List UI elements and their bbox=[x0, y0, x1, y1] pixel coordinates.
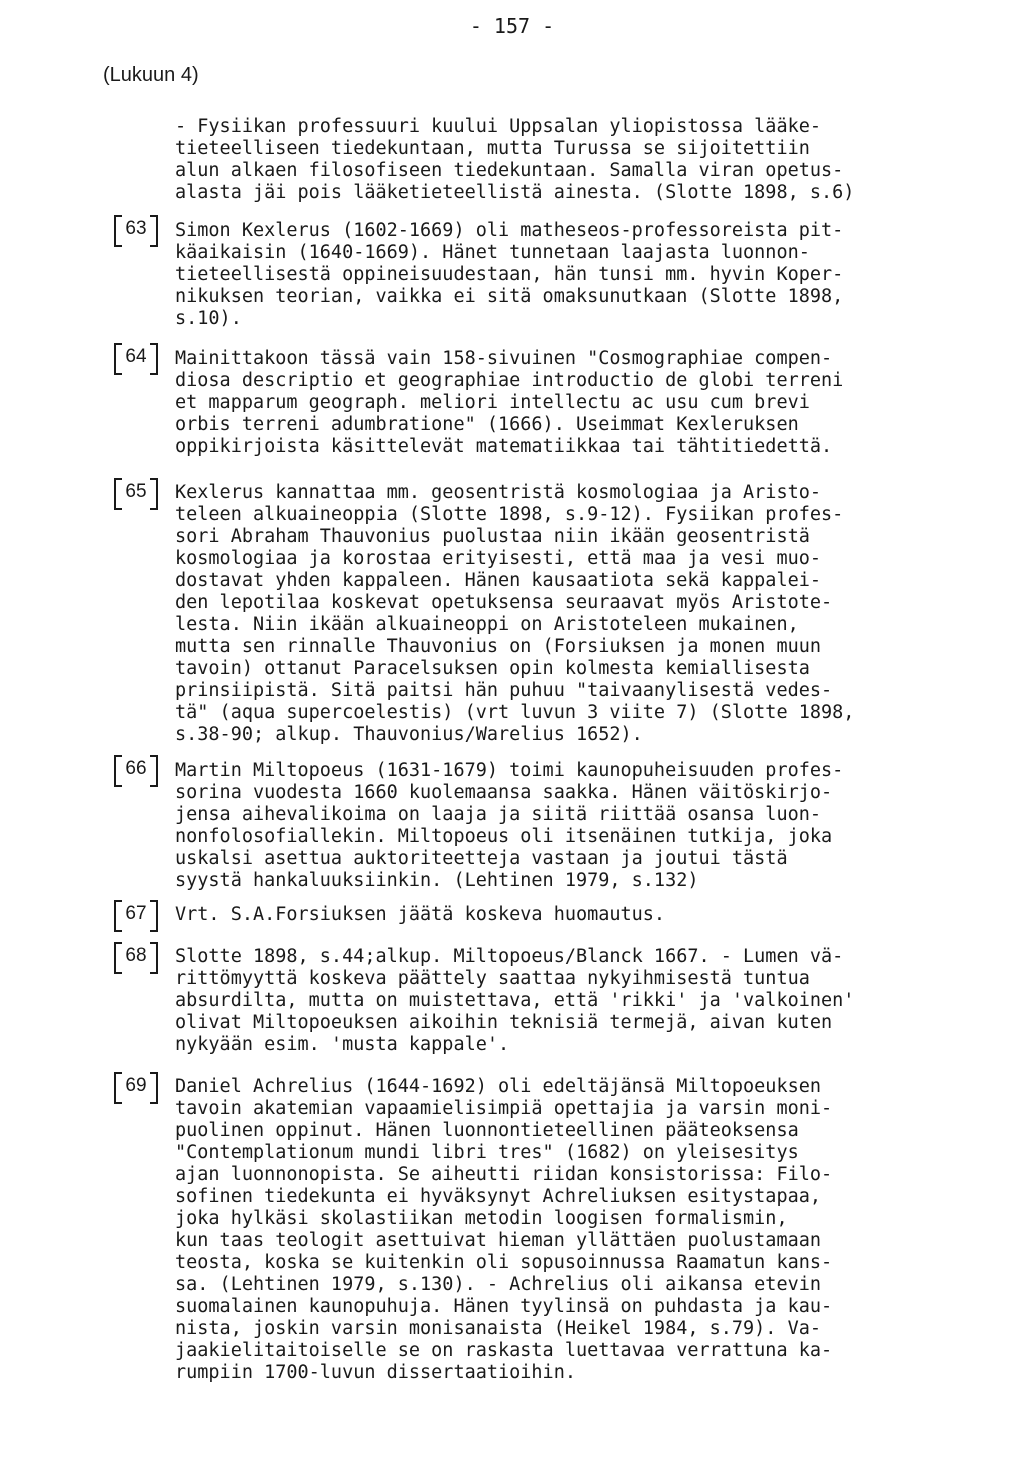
text-line: den lepotilaa koskevat opetuksensa seuraavat myös Aristote- bbox=[175, 592, 833, 613]
text-line: Vrt. S.A.Forsiuksen jäätä koskeva huomautus. bbox=[175, 904, 666, 925]
text-line: Slotte 1898, s.44;alkup. Miltopoeus/Blanck 1667. - Lumen vä- bbox=[175, 946, 844, 967]
text-line: Kexlerus kannattaa mm. geosentristä kosmologiaa ja Aristo- bbox=[175, 482, 822, 503]
footnote-69 bbox=[175, 1076, 965, 1384]
text-line: teosta, koska se kuitenkin oli sopusoinnussa Raamatun kans- bbox=[175, 1252, 833, 1273]
text-line: - Fysiikan professuuri kuului Uppsalan yliopistossa lääke- bbox=[175, 116, 822, 137]
text-line: Mainittakoon tässä vain 158-sivuinen "Cosmographiae compen- bbox=[175, 348, 833, 369]
text-line: nonfolosofiallekin. Miltopoeus oli itsenäinen tutkija, joka bbox=[175, 826, 833, 847]
text-line: käaikaisin (1640-1669). Hänet tunnetaan laajasta luonnon- bbox=[175, 242, 810, 263]
footnote-marker-67: 67 bbox=[114, 900, 158, 928]
footnote-marker-63: 63 bbox=[114, 215, 158, 243]
footnote-marker-68: 68 bbox=[114, 942, 158, 970]
text-line: prinsiipistä. Sitä paitsi hän puhuu "taivaanylisestä vedes- bbox=[175, 680, 833, 701]
page-number: - 157 - bbox=[469, 14, 555, 38]
text-line: kun taas teologit asettuivat hieman yllättäen puolustamaan bbox=[175, 1230, 822, 1251]
text-line: sori Abraham Thauvonius puolustaa niin ikään geosentristä bbox=[175, 526, 810, 547]
footnote-marker-66: 66 bbox=[114, 755, 158, 783]
text-line: tieteelliseen tiedekuntaan, mutta Turussa se sijoitettiin bbox=[175, 138, 810, 159]
text-line: puolinen oppinut. Hänen luonnontieteellinen pääteoksensa bbox=[175, 1120, 799, 1141]
text-line: tavoin akatemian vapaamielisimpiä opettajia ja varsin moni- bbox=[175, 1098, 833, 1119]
text-line: nikuksen teorian, vaikka ei sitä omaksunutkaan (Slotte 1898, bbox=[175, 286, 844, 307]
text-line: tä" (aqua supercoelestis) (vrt luvun 3 viite 7) (Slotte 1898, bbox=[175, 702, 855, 723]
text-line: uskalsi asettua auktoriteetteja vastaan ja joutui tästä bbox=[175, 848, 788, 869]
text-line: tieteellisestä oppineisuudestaan, hän tunsi mm. hyvin Koper- bbox=[175, 264, 844, 285]
text-line: suomalainen kaunopuhuja. Hänen tyylinsä on puhdasta ja kau- bbox=[175, 1296, 833, 1317]
text-line: jensa aihevalikoima on laaja ja siitä riittää osansa luon- bbox=[175, 804, 822, 825]
text-line: diosa descriptio et geographiae introductio de globi terreni bbox=[175, 370, 844, 391]
footnote-marker-65: 65 bbox=[114, 478, 158, 506]
footnote-marker-64: 64 bbox=[114, 343, 158, 371]
text-line: alun alkaen filosofiseen tiedekuntaan. Samalla viran opetus- bbox=[175, 160, 844, 181]
intro-paragraph bbox=[175, 116, 965, 204]
text-line: alasta jäi pois lääketieteellistä ainesta. (Slotte 1898, s.6) bbox=[175, 182, 855, 203]
text-line: sa. (Lehtinen 1979, s.130). - Achrelius oli aikansa etevin bbox=[175, 1274, 822, 1295]
text-line: absurdilta, mutta on muistettava, että 'rikki' ja 'valkoinen' bbox=[175, 990, 855, 1011]
text-line: nykyään esim. 'musta kappale'. bbox=[175, 1034, 510, 1055]
text-line: Simon Kexlerus (1602-1669) oli matheseos-professoreista pit- bbox=[175, 220, 844, 241]
text-line: orbis terreni adumbratione" (1666). Useimmat Kexleruksen bbox=[175, 414, 799, 435]
text-line: nista, joskin varsin monisanaista (Heikel 1984, s.79). Va- bbox=[175, 1318, 822, 1339]
text-line: s.10). bbox=[175, 308, 242, 329]
footnote-marker-69: 69 bbox=[114, 1072, 158, 1100]
text-line: Daniel Achrelius (1644-1692) oli edeltäjänsä Miltopoeuksen bbox=[175, 1076, 822, 1097]
text-line: dostavat yhden kappaleen. Hänen kausaatiota sekä kappalei- bbox=[175, 570, 822, 591]
text-line: rittömyyttä koskeva päättely saattaa nykyihmisestä tuntua bbox=[175, 968, 810, 989]
text-line: jaakielitaitoiselle se on raskasta luettavaa verrattuna ka- bbox=[175, 1340, 833, 1361]
text-line: olivat Miltopoeuksen aikoihin teknisiä termejä, aivan kuten bbox=[175, 1012, 833, 1033]
text-line: syystä hankaluuksiinkin. (Lehtinen 1979, s.132) bbox=[175, 870, 699, 891]
footnote-67 bbox=[175, 904, 965, 926]
text-line: teleen alkuaineoppia (Slotte 1898, s.9-12). Fysiikan profes- bbox=[175, 504, 844, 525]
footnote-64 bbox=[175, 348, 965, 458]
text-line: kosmologiaa ja korostaa erityisesti, että maa ja vesi muo- bbox=[175, 548, 822, 569]
text-line: joka hylkäsi skolastiikan metodin loogisen formalismin, bbox=[175, 1208, 788, 1229]
text-line: oppikirjoista käsittelevät matematiikkaa tai tähtitiedettä. bbox=[175, 436, 833, 457]
chapter-reference: (Lukuun 4) bbox=[103, 64, 199, 86]
footnote-63 bbox=[175, 220, 965, 330]
text-line: sorina vuodesta 1660 kuolemaansa saakka. Hänen väitöskirjo- bbox=[175, 782, 833, 803]
text-line: ajan luonnonopista. Se aiheutti riidan konsistorissa: Filo- bbox=[175, 1164, 833, 1185]
footnote-65 bbox=[175, 482, 965, 746]
footnote-66 bbox=[175, 760, 965, 892]
text-line: sofinen tiedekunta ei hyväksynyt Achreliuksen esitystapaa, bbox=[175, 1186, 822, 1207]
text-line: rumpiin 1700-luvun dissertaatioihin. bbox=[175, 1362, 576, 1383]
text-line: mutta sen rinnalle Thauvonius on (Forsiuksen ja monen muun bbox=[175, 636, 822, 657]
text-line: s.38-90; alkup. Thauvonius/Warelius 1652). bbox=[175, 724, 643, 745]
text-line: tavoin) ottanut Paracelsuksen opin kolmesta kemiallisesta bbox=[175, 658, 810, 679]
text-line: "Contemplationum mundi libri tres" (1682) on yleisesitys bbox=[175, 1142, 799, 1163]
text-line: Martin Miltopoeus (1631-1679) toimi kaunopuheisuuden profes- bbox=[175, 760, 844, 781]
text-line: et mapparum geograph. meliori intellectu ac usu cum brevi bbox=[175, 392, 810, 413]
text-line: lesta. Niin ikään alkuaineoppi on Aristoteleen mukainen, bbox=[175, 614, 799, 635]
footnote-68 bbox=[175, 946, 965, 1056]
